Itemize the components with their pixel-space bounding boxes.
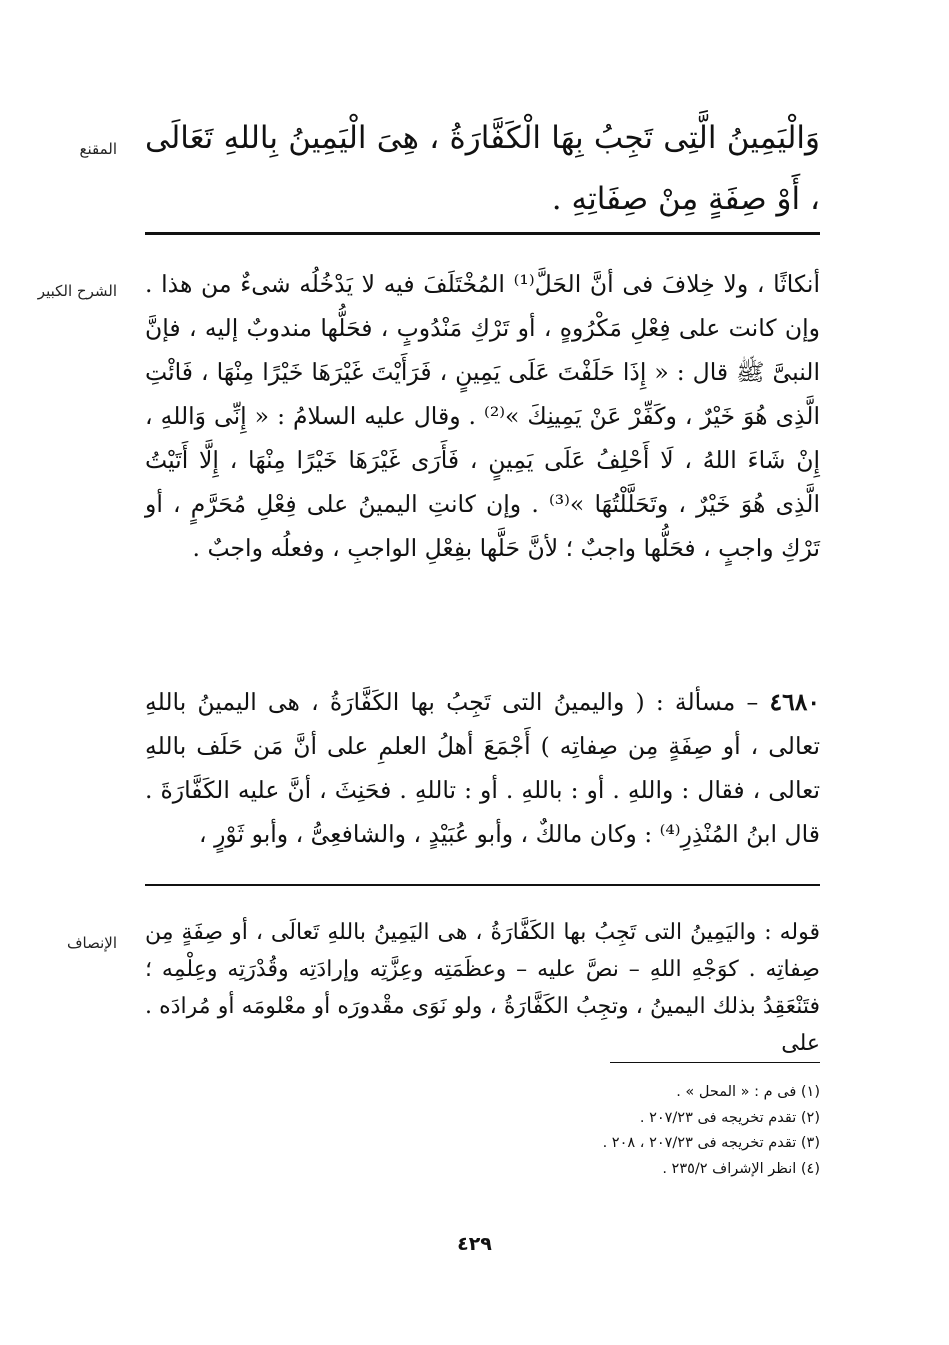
section-divider-thick (145, 232, 820, 235)
footnotes (200, 1080, 820, 1182)
section-label-sharh: الشرح الكبير (37, 282, 117, 300)
section-label-muqni: المقنع (79, 140, 117, 158)
footnote-3: (٣) تقدم تخريجه فى ٢٠٧/٢٣ ، ٢٠٨ . (602, 1135, 820, 1151)
section-divider (145, 884, 820, 886)
muqni-text: وَالْيَمِينُ الَّتِى تَجِبُ بِهَا الْكَفَّارَةُ ، هِىَ الْيَمِينُ بِاللهِ تَعَالَى ، أَوْ صِفَةٍ مِنْ صِفَاتِهِ . (145, 120, 820, 217)
footnote-2: (٢) تقدم تخريجه فى ٢٠٧/٢٣ . (639, 1109, 820, 1126)
page-number: ٤٢٩ (457, 1233, 492, 1255)
insaf-text: قوله : واليَمِينُ التى تَجِبُ بها الكَفَّارَةُ ، هى اليَمِينُ باللهِ تَعالَى ، أو صِفَةٍ مِن صِفاتِه . كوَجْهِ اللهِ – نصَّ عليه – وعظَمَتِه وعِزَّتِه وإرادَتِه وقُدْرَتِه وعِلْمِه ؛ فتَنْعَقِدُ بذلك اليمينُ ، وتجِبُ الكَفَّارَةُ ، ولو نَوَى مقْدورَه أو معْلومَه أو مُرادَه . على (145, 920, 820, 1056)
footnote-1: (١) فى م : « المحل » . (676, 1084, 820, 1100)
footnote-4: (٤) انظر الإشراف ٢٣٥/٢ . (662, 1160, 820, 1177)
section-label-insaf: الإنصاف (66, 934, 117, 952)
issue-text: – مسألة : ( واليمينُ التى تَجِبُ بها الكَفَّارَةُ ، هى اليمينُ باللهِ تعالى ، أو صِفَةٍ مِن صِفاتِه ) أَجْمَعَ أهلُ العلمِ على أنَّ مَن حَلَف باللهِ تعالى ، فقال : واللهِ . أو : باللهِ . أو : تاللهِ . فحَنِثَ ، أنَّ عليه الكَفَّارَةَ . قال ابنُ المُنْذِرِ⁽⁴⁾ : وكان مالكٌ ، وأبو عُبَيْدٍ ، والشافعِىُّ ، وأبو ثَوْرٍ ، (145, 688, 820, 848)
footnote-separator (610, 1062, 820, 1063)
sharh-paragraph: أنكاثًا ، ولا خِلافَ فى أنَّ الحَلَّ⁽¹⁾ المُخْتَلَفَ فيه لا يَدْخُلُه شىءٌ من هذا . وإن كانت على فِعْلِ مَكْرُوهٍ ، أو تَرْكِ مَنْدُوبٍ ، فحَلُّها مندوبٌ إليه ، فإنَّ النبىَّ ﷺ قال : « إِذَا حَلَفْتَ عَلَى يَمِينٍ ، فَرَأَيْتَ غَيْرَهَا خَيْرًا مِنْهَا ، فَائْتِ الَّذِى هُوَ خَيْرٌ ، وكَفِّرْ عَنْ يَمِينِكَ »⁽²⁾ . وقال عليه السلامُ : « إِنِّى وَاللهِ ، إِنْ شَاءَ اللهُ ، لَا أَحْلِفُ عَلَى يَمِينٍ ، فَأَرَى غَيْرَهَا خَيْرًا مِنْهَا ، إِلَّا أَتَيْتُ الَّذِى هُوَ خَيْرٌ ، وتَحَلَّلْتُهَا »⁽³⁾ . وإن كانتِ اليمينُ على فِعْلِ مُحَرَّمٍ ، أو تَرْكِ واجبٍ ، فحَلُّها واجبٌ ؛ لأنَّ حَلَّها بفِعْلِ الواجبِ ، وفعلُه واجبٌ . (145, 270, 820, 562)
issue-paragraph (145, 680, 820, 856)
issue-number: ٤٦٨٠ (769, 688, 820, 716)
